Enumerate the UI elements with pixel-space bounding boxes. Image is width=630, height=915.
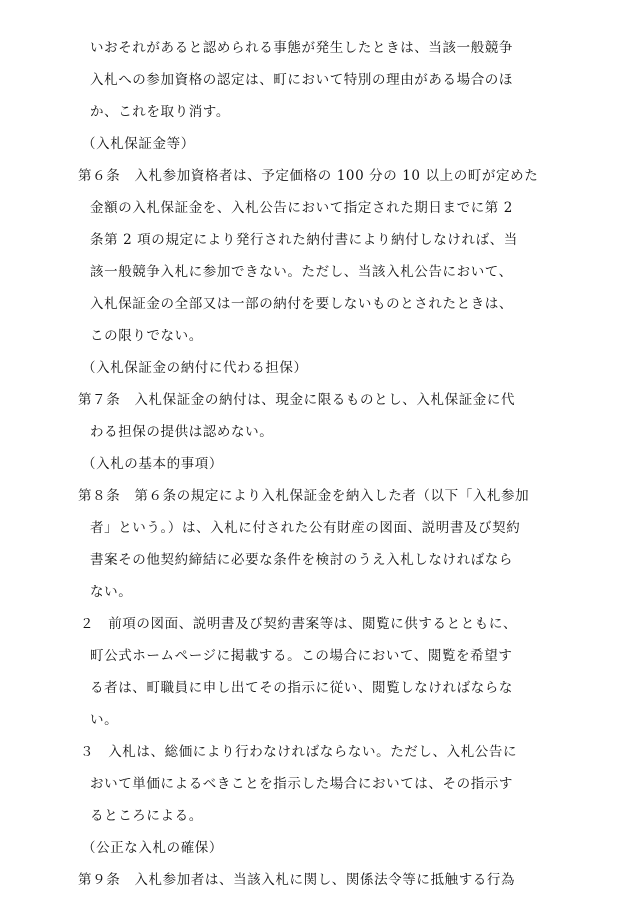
body-text-line: おいて単価によるべきことを指示した場合においては、その指示す	[90, 776, 513, 792]
article-heading-line: 第７条 入札保証金の納付は、現金に限るものとし、入札保証金に代	[78, 392, 516, 408]
section-heading: （入札の基本的事項）	[82, 456, 223, 472]
paragraph-line: ３ 入札は、総価により行わなければならない。ただし、入札公告に	[80, 744, 518, 760]
paragraph-line: ２ 前項の図面、説明書及び契約書案等は、閲覧に供するとともに、	[80, 616, 518, 632]
body-text-line: 者」という。）は、入札に付された公有財産の図面、説明書及び契約	[90, 520, 521, 536]
article-heading-line: 第９条 入札参加者は、当該入札に関し、関係法令等に抵触する行為	[78, 872, 516, 888]
body-text-line: 該一般競争入札に参加できない。ただし、当該入札公告において、	[90, 264, 513, 280]
body-text-line: 書案その他契約締結に必要な条件を検討のうえ入札しなければなら	[90, 552, 513, 568]
body-text-line: 町公式ホームページに掲載する。この場合において、閲覧を希望す	[90, 648, 513, 664]
body-text-line: 入札への参加資格の認定は、町において特別の理由がある場合のほ	[90, 72, 513, 88]
body-text-line: る者は、町職員に申し出てその指示に従い、閲覧しなければならな	[90, 680, 513, 696]
section-heading: （公正な入札の確保）	[82, 840, 223, 856]
body-text-line: るところによる。	[90, 808, 203, 824]
body-text-line: か、これを取り消す。	[90, 104, 230, 120]
section-heading: （入札保証金等）	[82, 136, 195, 152]
article-heading-line: 第８条 第６条の規定により入札保証金を納入した者（以下「入札参加	[78, 488, 530, 504]
body-text-line: 入札保証金の全部又は一部の納付を要しないものとされたときは、	[90, 296, 513, 312]
body-text-line: わる担保の提供は認めない。	[90, 424, 274, 440]
section-heading: （入札保証金の納付に代わる担保）	[82, 360, 308, 376]
body-text-line: い。	[90, 712, 119, 728]
body-text-line: 金額の入札保証金を、入札公告において指定された期日までに第 2	[90, 200, 513, 216]
body-text-line: いおそれがあると認められる事態が発生したときは、当該一般競争	[90, 40, 513, 56]
body-text-line: ない。	[90, 584, 133, 600]
article-heading-line: 第６条 入札参加資格者は、予定価格の 100 分の 10 以上の町が定めた	[78, 168, 539, 184]
body-text-line: 条第 2 項の規定により発行された納付書により納付しなければ、当	[90, 232, 518, 248]
body-text-line: この限りでない。	[90, 328, 203, 344]
